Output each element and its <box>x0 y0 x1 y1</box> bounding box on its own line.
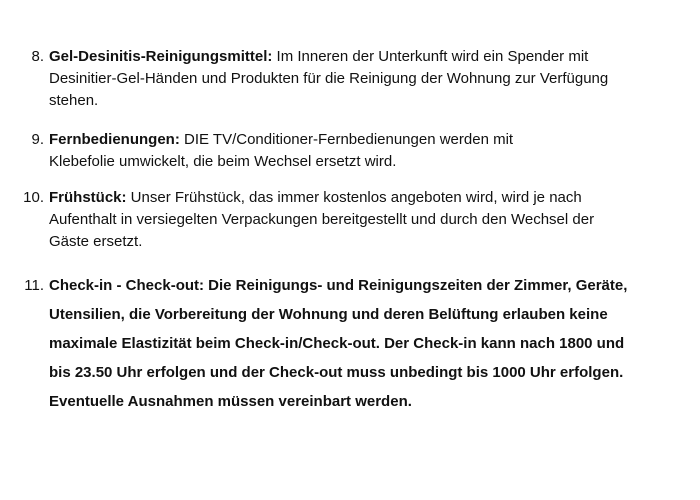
item-line: bis 23.50 Uhr erfolgen und der Check-out muss unbedingt bis 1000 Uhr erfolgen. <box>49 364 624 381</box>
item-text <box>49 187 694 253</box>
item-number: 8. <box>31 48 44 65</box>
item-line: Desinitier-Gel-Händen und Produkten für die Reinigung der Wohnung zur Verfügung <box>49 70 609 87</box>
item-line: Gäste ersetzt. <box>49 233 143 250</box>
item-line: maximale Elastizität beim Check-in/Check-out. Der Check-in kann nach 1800 und <box>49 335 625 352</box>
item-line: Eventuelle Ausnahmen müssen vereinbart werden. <box>49 393 412 410</box>
item-text <box>49 271 694 416</box>
item-first-rest: Im Inneren der Unterkunft wird ein Spender mit <box>272 48 589 65</box>
item-number: 9. <box>31 131 44 148</box>
item-first-rest: Unser Frühstück, das immer kostenlos angeboten wird, wird je nach <box>126 189 582 206</box>
item-line: Aufenthalt in versiegelten Verpackungen bereitgestellt und durch den Wechsel der <box>49 211 595 228</box>
item-text <box>49 46 694 112</box>
item-line: Klebefolie umwickelt, die beim Wechsel ersetzt wird. <box>49 153 397 170</box>
item-line: Check-in - Check-out: Die Reinigungs- und Reinigungszeiten der Zimmer, Geräte, <box>49 277 628 294</box>
item-text <box>49 129 694 173</box>
item-title: Fernbedienungen: <box>49 131 180 148</box>
item-number: 11. <box>24 277 44 294</box>
item-first-line <box>49 187 694 209</box>
item-first-rest: DIE TV/Conditioner-Fernbedienungen werden mit <box>179 131 514 148</box>
item-first-line <box>49 46 694 68</box>
item-line: Utensilien, die Vorbereitung der Wohnung und deren Belüftung erlauben keine <box>49 306 608 323</box>
item-line: stehen. <box>49 92 99 109</box>
item-title: Frühstück: <box>49 189 127 206</box>
item-title: Gel-Desinitis-Reinigungsmittel: <box>49 48 273 65</box>
item-first-line <box>49 129 694 151</box>
item-number: 10. <box>23 189 44 206</box>
